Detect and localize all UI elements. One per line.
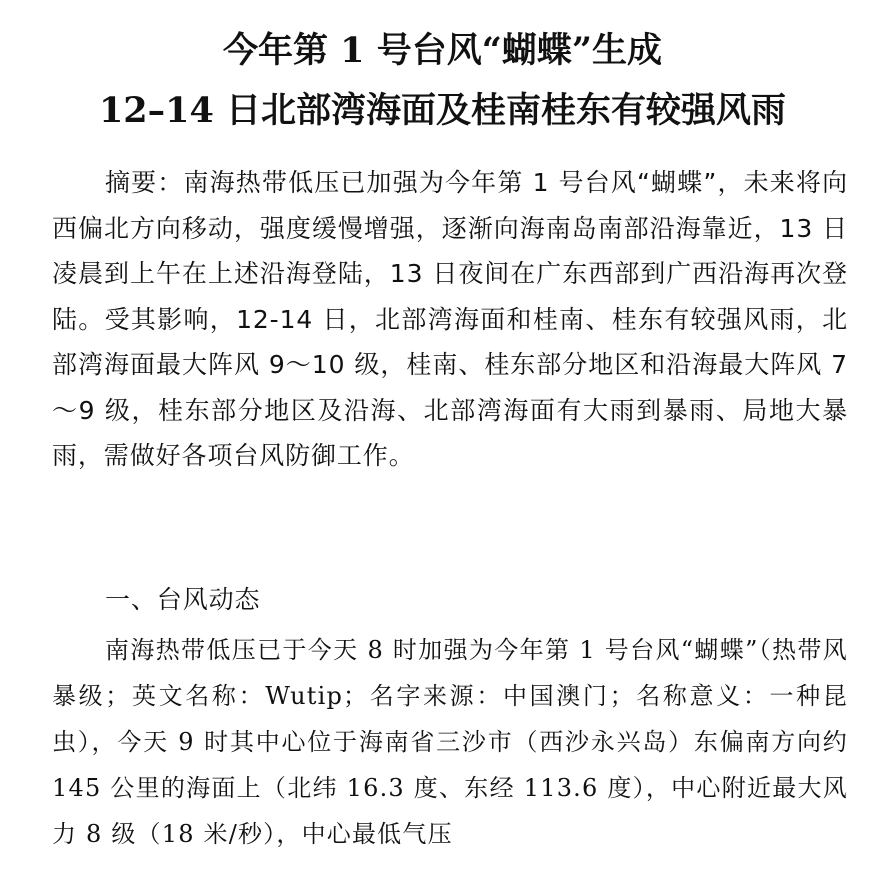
section-heading-typhoon-status: 一、台风动态	[105, 585, 261, 614]
document-subtitle: 12–14 日北部湾海面及桂南桂东有较强风雨	[98, 90, 787, 131]
document-title: 今年第 1 号台风“蝴蝶”生成	[223, 30, 662, 71]
summary-paragraph: 摘要：南海热带低压已加强为今年第 1 号台风“蝴蝶”，未来将向西偏北方向移动，强度缓慢增强，逐渐向海南岛南部沿海靠近，13 日凌晨到上午在上述沿海登陆，13 日夜间在广东西部到广西沿海再次登陆。受其影响，12-14 日，北部湾海面和桂南、桂东有较强风雨，北部湾海面最大阵风 9～10 级，桂南、桂东部分地区和沿海最大阵风 7～9 级，桂东部分地区及沿海、北部湾海面有大雨到暴雨、局地大暴雨，需做好各项台风防御工作。	[52, 168, 848, 470]
section-body-paragraph: 南海热带低压已于今天 8 时加强为今年第 1 号台风“蝴蝶”（热带风暴级；英文名称：Wutip；名字来源：中国澳门；名称意义：一种昆虫），今天 9 时其中心位于海南省三沙市（西沙永兴岛）东偏南方向约 145 公里的海面上（北纬 16.3 度、东经 113.6 度），中心附近最大风力 8 级（18 米/秒），中心最低气压	[52, 636, 848, 848]
